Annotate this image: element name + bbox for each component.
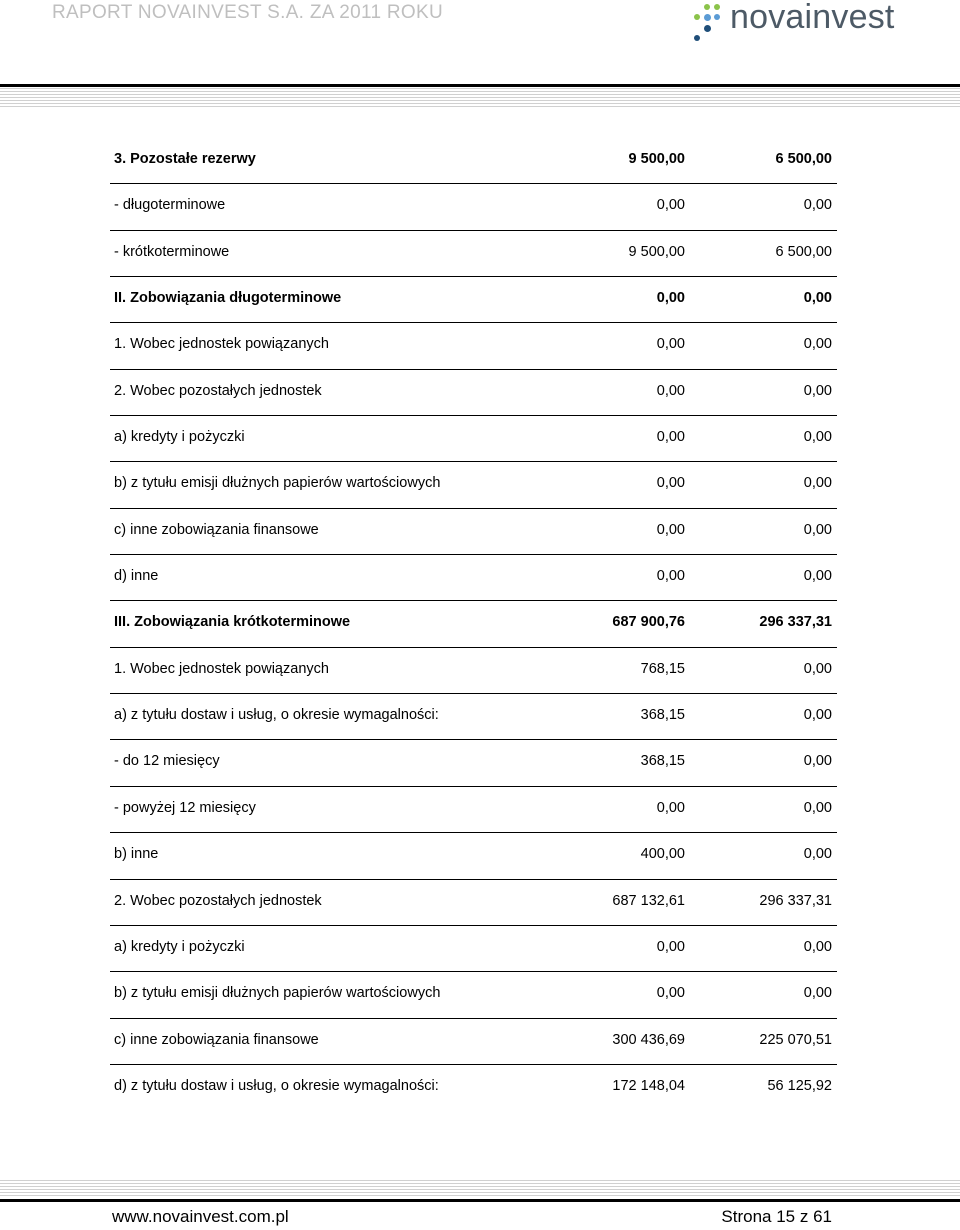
row-value-2011: 0,00 [656,429,685,446]
row-label: d) inne [114,568,159,585]
footer-rule [0,1199,960,1202]
row-value-2011: 0,00 [656,336,685,353]
table-row [110,601,837,647]
row-label: 1. Wobec jednostek powiązanych [114,336,329,353]
header-band [0,88,960,108]
footer-website: www.novainvest.com.pl [112,1207,289,1226]
row-label: III. Zobowiązania krótkoterminowe [114,614,351,631]
row-value-2010: 0,00 [803,568,832,585]
row-value-2010: 0,00 [803,336,832,353]
logo-text: novainvest [730,0,895,36]
row-value-2010: 0,00 [803,846,832,863]
row-label: a) z tytułu dostaw i usług, o okresie wymagalności: [114,707,439,724]
table-row [110,231,837,277]
row-label: 1. Wobec jednostek powiązanych [114,660,329,677]
row-label: - krótkoterminowe [114,243,230,260]
table-row [110,972,837,1018]
row-label: d) z tytułu dostaw i usług, o okresie wymagalności: [114,1077,439,1094]
row-value-2011: 687 900,76 [612,614,685,631]
table-row [110,648,837,694]
row-label: 2. Wobec pozostałych jednostek [114,382,322,399]
row-value-2010: 296 337,31 [759,892,832,909]
liabilities-table [110,138,837,1111]
row-label: b) inne [114,846,159,863]
table-row [110,1019,837,1065]
row-value-2011: 0,00 [656,475,685,492]
table-row [110,277,837,323]
row-value-2010: 56 125,92 [767,1077,832,1094]
row-label: II. Zobowiązania długoterminowe [114,290,342,307]
row-value-2011: 9 500,00 [628,243,685,260]
row-value-2011: 768,15 [640,660,685,677]
row-value-2011: 0,00 [656,197,685,214]
table-row [110,1065,837,1111]
row-value-2011: 0,00 [656,799,685,816]
row-value-2011: 0,00 [656,938,685,955]
row-value-2011: 400,00 [640,846,685,863]
row-value-2010: 0,00 [803,197,832,214]
row-value-2011: 0,00 [656,382,685,399]
row-value-2010: 0,00 [803,521,832,538]
row-value-2010: 0,00 [803,290,832,307]
row-label: - powyżej 12 miesięcy [114,799,256,816]
table-row [110,323,837,369]
row-label: c) inne zobowiązania finansowe [114,1031,319,1048]
footer-band [0,1180,960,1198]
row-value-2011: 0,00 [656,985,685,1002]
row-value-2010: 0,00 [803,475,832,492]
row-value-2011: 687 132,61 [612,892,685,909]
row-label: 3. Pozostałe rezerwy [114,151,256,167]
row-value-2010: 0,00 [803,707,832,724]
row-value-2010: 0,00 [803,382,832,399]
logo-dots-icon [690,2,724,42]
row-label: 2. Wobec pozostałych jednostek [114,892,322,909]
row-value-2010: 0,00 [803,429,832,446]
row-value-2011: 300 436,69 [612,1031,685,1048]
table-row [110,740,837,786]
row-label: - długoterminowe [114,197,226,214]
row-value-2011: 368,15 [640,707,685,724]
novainvest-logo [690,0,950,44]
row-value-2010: 0,00 [803,753,832,770]
table-row [110,833,837,879]
footer-page-number: Strona 15 z 61 [721,1207,832,1226]
table-row [110,416,837,462]
table-row [110,138,837,184]
row-value-2010: 0,00 [803,938,832,955]
row-value-2010: 296 337,31 [759,614,832,631]
table-row [110,184,837,230]
row-label: b) z tytułu emisji dłużnych papierów wartościowych [114,475,441,492]
row-value-2010: 225 070,51 [759,1031,832,1048]
table-row [110,787,837,833]
header-rule [0,84,960,87]
row-value-2011: 0,00 [656,568,685,585]
row-value-2010: 6 500,00 [775,151,832,167]
row-value-2011: 0,00 [656,290,685,307]
row-label: a) kredyty i pożyczki [114,429,245,446]
table-row [110,555,837,601]
page-header [0,0,960,90]
row-value-2011: 0,00 [656,521,685,538]
table-row [110,694,837,740]
row-value-2010: 0,00 [803,799,832,816]
row-value-2011: 368,15 [640,753,685,770]
row-value-2011: 172 148,04 [612,1077,685,1094]
row-value-2010: 0,00 [803,660,832,677]
row-value-2011: 9 500,00 [628,151,685,167]
table-row [110,370,837,416]
row-label: a) kredyty i pożyczki [114,938,245,955]
table-row [110,462,837,508]
table-row [110,926,837,972]
row-label: c) inne zobowiązania finansowe [114,521,319,538]
table-row [110,880,837,926]
row-label: - do 12 miesięcy [114,753,220,770]
row-value-2010: 0,00 [803,985,832,1002]
row-label: b) z tytułu emisji dłużnych papierów wartościowych [114,985,441,1002]
report-title: RAPORT NOVAINVEST S.A. ZA 2011 ROKU [52,2,443,23]
table-row [110,509,837,555]
row-value-2010: 6 500,00 [775,243,832,260]
